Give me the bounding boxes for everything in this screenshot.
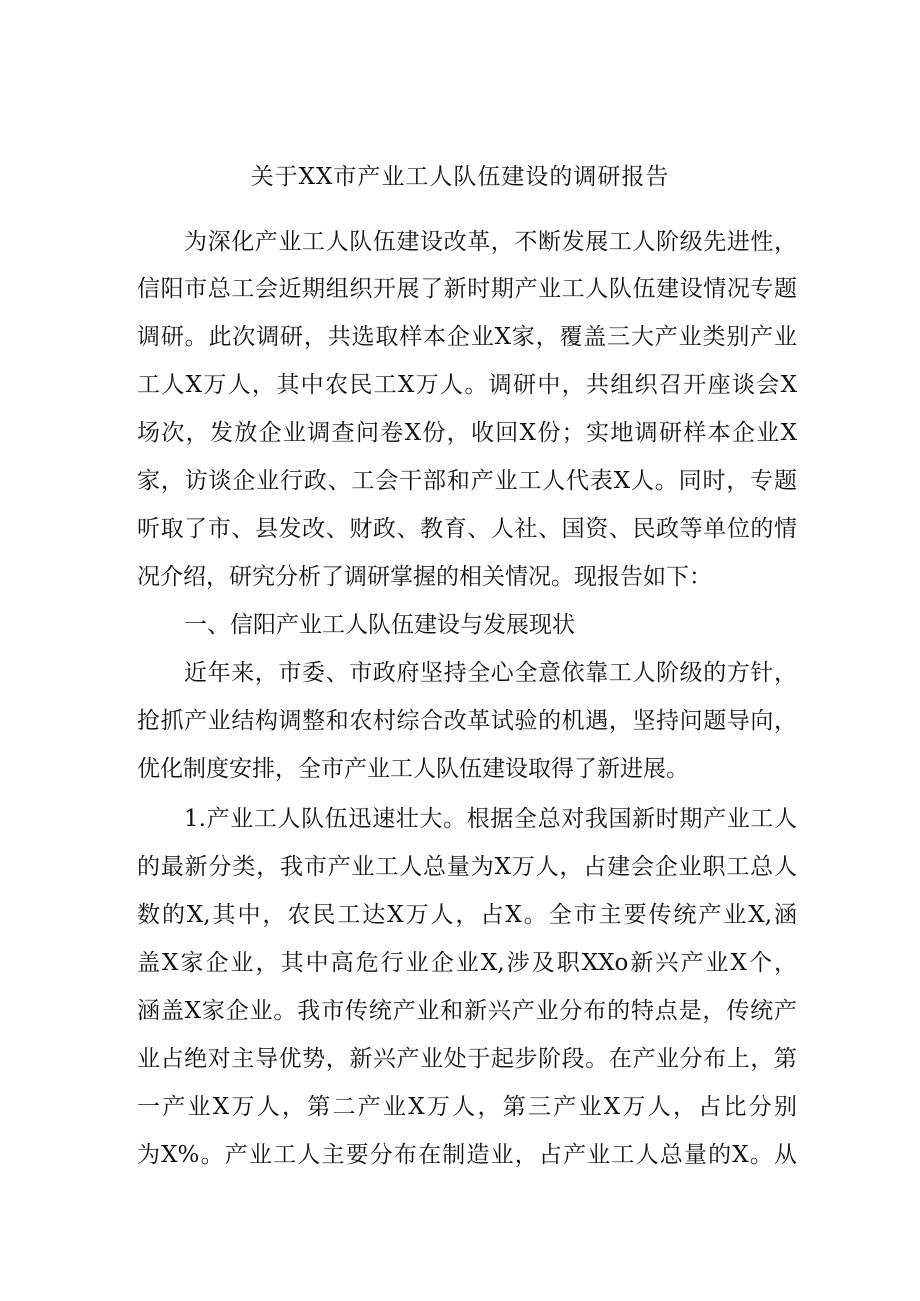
- paragraph-line: 家，访谈企业行政、工会干部和产业工人代表X人。同时，专题: [137, 468, 797, 494]
- paragraph-line: 听取了市、县发改、财政、教育、人社、国资、民政等单位的情: [137, 516, 797, 542]
- paragraph-line: 工人X万人，其中农民工X万人。调研中，共组织召开座谈会X: [137, 372, 797, 398]
- document-title: 关于XX市产业工人队伍建设的调研报告: [250, 164, 670, 190]
- paragraph-line: 一产业X万人，第二产业X万人，第三产业X万人，占比分别: [137, 1094, 797, 1120]
- paragraph-line: 近年来，市委、市政府坚持全心全意依靠工人阶级的方针，: [184, 660, 797, 686]
- paragraph-line: 业占绝对主导优势，新兴产业处于起步阶段。在产业分布上，第: [137, 1046, 797, 1072]
- paragraph-line: 涵盖X家企业。我市传统产业和新兴产业分布的特点是，传统产: [137, 998, 797, 1024]
- paragraph-line: 抢抓产业结构调整和农村综合改革试验的机遇，坚持问题导向，: [137, 708, 797, 734]
- paragraph-line: 1.产业工人队伍迅速壮大。根据全总对我国新时期产业工人: [184, 806, 797, 832]
- paragraph-line: 信阳市总工会近期组织开展了新时期产业工人队伍建设情况专题: [137, 276, 797, 302]
- section-heading: 一、信阳产业工人队伍建设与发展现状: [184, 612, 575, 638]
- paragraph-line: 调研。此次调研，共选取样本企业X家，覆盖三大产业类别产业: [137, 324, 797, 350]
- paragraph-line: 况介绍，研究分析了调研掌握的相关情况。现报告如下：: [137, 564, 712, 590]
- paragraph-line: 为深化产业工人队伍建设改革，不断发展工人阶级先进性，: [184, 229, 797, 255]
- paragraph-line: 优化制度安排，全市产业工人队伍建设取得了新进展。: [137, 756, 689, 782]
- paragraph-line: 盖X家企业，其中高危行业企业X,涉及职XXo新兴产业X个，: [137, 950, 797, 976]
- paragraph-line: 的最新分类，我市产业工人总量为X万人，占建会企业职工总人: [137, 854, 797, 880]
- paragraph-line: 场次，发放企业调查问卷X份，收回X份；实地调研样本企业X: [137, 420, 797, 446]
- paragraph-line: 数的X,其中，农民工达X万人，占X。全市主要传统产业X,涵: [137, 902, 797, 928]
- paragraph-line: 为X%。产业工人主要分布在制造业，占产业工人总量的X。从: [137, 1142, 797, 1168]
